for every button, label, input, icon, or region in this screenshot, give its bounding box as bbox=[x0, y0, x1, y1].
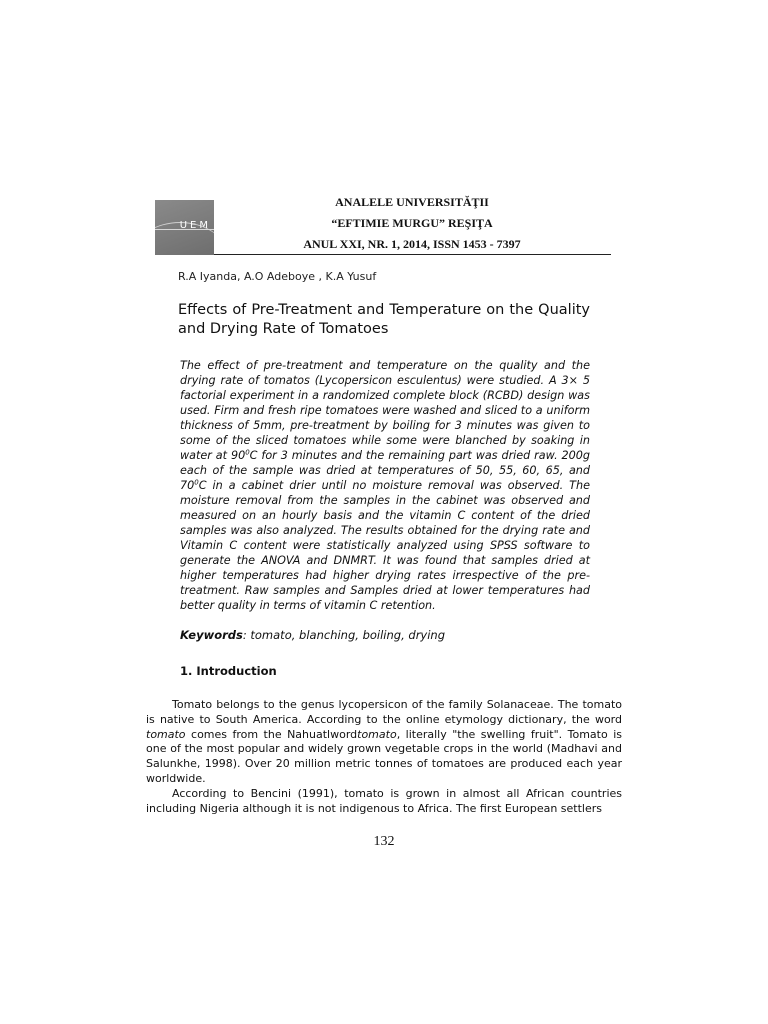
section-heading: 1. Introduction bbox=[180, 664, 277, 678]
paragraph-1-text-b: comes from the Nahuatlword bbox=[185, 727, 358, 741]
journal-name-line1: ANALELE UNIVERSITĂŢII bbox=[335, 195, 489, 209]
keywords bbox=[180, 628, 445, 642]
header-rule bbox=[214, 254, 611, 255]
authors: R.A Iyanda, A.O Adeboye , K.A Yusuf bbox=[178, 270, 377, 283]
uem-logo bbox=[155, 200, 214, 255]
abstract-text-2: C for 3 minutes and the remaining part was dried raw. 200g each of the sample was dried at temperatures of 50, 55, 60, 65, and 70 bbox=[180, 449, 590, 492]
degree-superscript: 0 bbox=[194, 478, 199, 487]
paragraph-1-text-c: , literally "the swelling fruit". Tomato is one of the most popular and widely grown vegetable crops in the world (Madhavi and Salunkhe, 1998). Over 20 million metric tonnes of tomatoes are produced each year worldwide. bbox=[146, 727, 622, 785]
paragraph-1-em-b: tomato bbox=[357, 727, 397, 741]
paper-title: Effects of Pre-Treatment and Temperature on the Quality and Drying Rate of Tomatoes bbox=[178, 302, 590, 337]
paragraph-1 bbox=[146, 698, 622, 787]
degree-superscript: 0 bbox=[245, 448, 250, 457]
abstract-text-1: The effect of pre-treatment and temperature on the quality and the drying rate of tomatos (Lycopersicon esculentus) were studied. A 3× 5 factorial experiment in a randomized complete block (RCBD) design was used. Firm and fresh ripe tomatoes were washed and sliced to a uniform thickness of 5mm, pre-treatment by boiling for 3 minutes was given to some of the sliced tomatoes while some were blanched by soaking in water at 90 bbox=[180, 359, 590, 462]
paragraph-2: According to Bencini (1991), tomato is grown in almost all African countries including Nigeria although it is not indigenous to Africa. The first European settlers bbox=[146, 786, 622, 815]
page-number: 132 bbox=[373, 834, 395, 849]
journal-name-line2: “EFTIMIE MURGU” REŞIŢA bbox=[331, 216, 493, 230]
paragraph-1-em-a: tomato bbox=[146, 727, 186, 741]
paragraph-1-text-a: Tomato belongs to the genus lycopersicon of the family Solanaceae. The tomato is native to South America. According to the online etymology dictionary, the word bbox=[146, 698, 622, 726]
abstract bbox=[180, 358, 590, 613]
keywords-list: : tomato, blanching, boiling, drying bbox=[242, 628, 446, 642]
abstract-text-3: C in a cabinet drier until no moisture removal was observed. The moisture removal from the samples in the cabinet was observed and measured on an hourly basis and the vitamin C content of the dried samples was also analyzed. The results obtained for the drying rate and Vitamin C content were statistically analyzed using SPSS software to generate the ANOVA and DNMRT. It was found that samples dried at higher temperatures had higher drying rates irrespective of the pre-treatment. Raw samples and Samples dried at lower temperatures had better quality in terms of vitamin C retention. bbox=[180, 479, 590, 612]
body-text bbox=[146, 698, 622, 816]
journal-issue: ANUL XXI, NR. 1, 2014, ISSN 1453 - 7397 bbox=[303, 237, 521, 251]
logo-text: UEM bbox=[179, 220, 211, 231]
keywords-label: Keywords bbox=[180, 628, 243, 642]
